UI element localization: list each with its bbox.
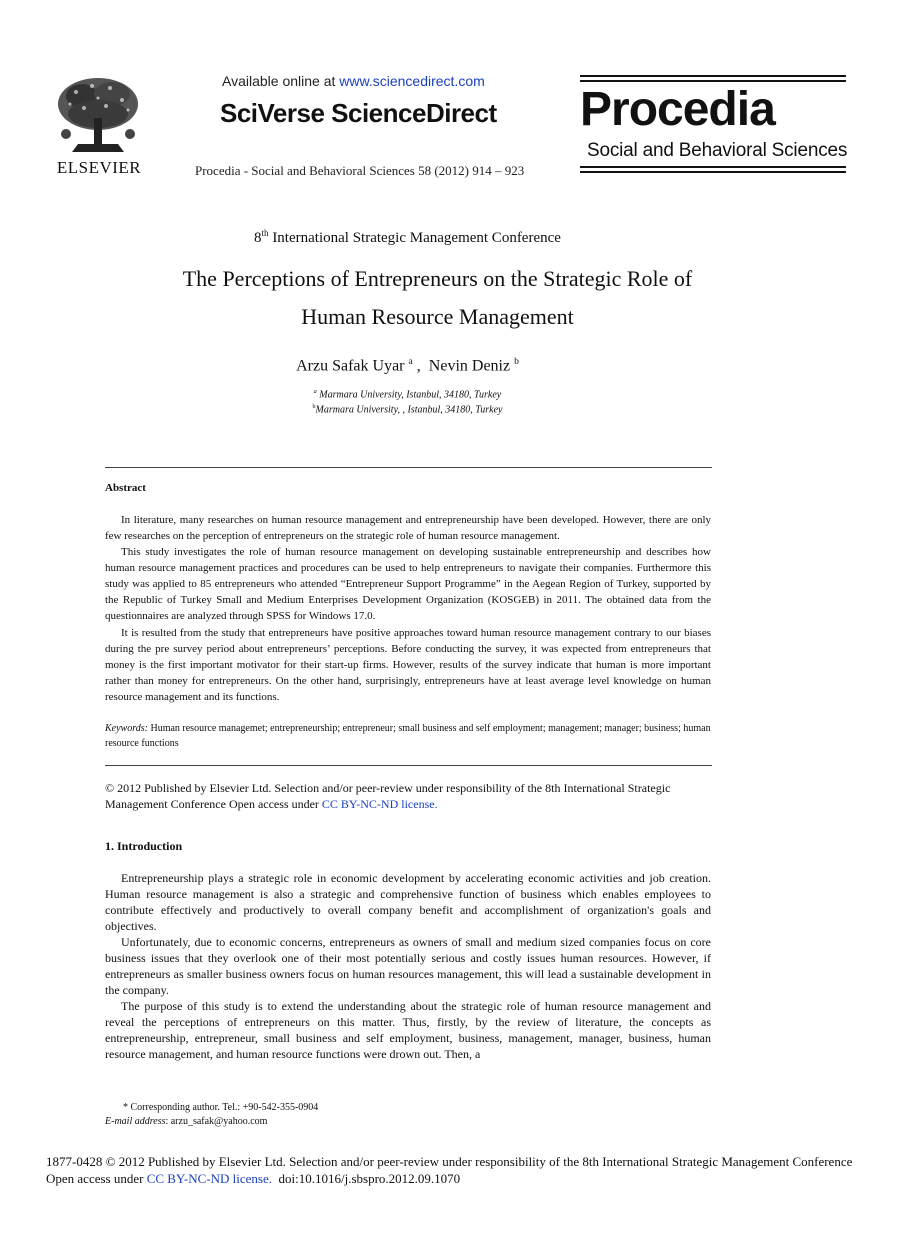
keywords-label: Keywords: [105,723,148,734]
affiliation-a-mark: a [313,389,317,395]
footer-doi: doi:10.1016/j.sbspro.2012.09.1070 [272,1171,461,1186]
procedia-title: Procedia [580,83,775,136]
divider-middle [105,765,712,766]
conference-ordinal: th [261,228,269,238]
platform-logo: SciVerse ScienceDirect [220,98,497,128]
abstract-paragraph-3: It is resulted from the study that entrepreneurs have positive approaches toward human resource management contrary to our biases during the pre survey period about entrepreneurs’ perceptions. Before conducting the survey, it was expected from entrepreneurs that money is the first important motivator for their start-up firms. However, results of the survey indicate that human is more important rather than money for entrepreneurs. On the other hand, surprisingly, entrepreneurs have at least average level knowledge on human resource management and its functions. [105,627,711,703]
procedia-top-rule-2 [580,80,846,82]
divider-top [105,467,712,468]
license-link[interactable]: CC BY-NC-ND license. [321,797,438,811]
footer-copyright: 1877-0428 © 2012 Published by Elsevier Ltd. Selection and/or peer-review under responsibility of the 8th International Strategic Management Conference [46,1154,853,1169]
affiliation-a-text: Marmara University, Istanbul, 34180, Turkey [316,389,502,401]
section-heading-introduction: 1. Introduction [105,839,183,853]
copyright-notice [105,780,720,812]
conference-title: International Strategic Management Conference [268,230,561,246]
intro-paragraph-1: Entrepreneurship plays a strategic role in economic development by accelerating economic activities and job creation. Human resource management is also a strategic and comprehensive function of business which enables employees to contribute effectively and productively to overall company benefit and accomplishment of organization's goals and objectives. [105,871,711,933]
conference-number: 8 [254,230,262,246]
author-2: Nevin Deniz [428,357,511,375]
article-title [100,260,775,336]
footer-open-access: Open access under [46,1171,147,1186]
footer-license-link[interactable]: CC BY-NC-ND license. [146,1171,273,1186]
journal-reference: Procedia - Social and Behavioral Sciences 58 (2012) 914 – 923 [195,163,525,178]
conference-name [0,228,815,247]
abstract-paragraph-2: This study investigates the role of human resource management on developing sustainable entrepreneurship and describes how human resource management practices and procedures can be used to help entrepreneurs to navigate their companies. Furthermore this study was applied to 85 entrepreneurs who attended “Entrepreneur Support Programme” in the Aegean Region of Turkey, supported by the Republic of Turkey Small and Medium Enterprises Development Organization (KOSGEB) in 2011. The obtained data from the questionnaires are analyzed through SPSS for Windows 17.0. [105,546,711,622]
keywords-list: Human resource managemet; entrepreneurship; entrepreneur; small business and self employment; management; manager; business; human resource functions [105,723,711,749]
intro-paragraph-2: Unfortunately, due to economic concerns, entrepreneurs as owners of small and medium sized companies focus on core business issues that they overlook one of their most potentially serious and costly issues human resources. However, if entrepreneurs as smaller business owners focus on human resources management, this will lead a sustainable development in the company. [105,935,711,997]
sciencedirect-link[interactable]: www.sciencedirect.com [339,73,485,89]
title-line-2: Human Resource Management [301,304,574,329]
email-label: E-mail address [105,1116,166,1127]
corresponding-author-note: * Corresponding author. Tel.: +90-542-355-0904 [123,1102,319,1113]
procedia-bottom-rule [580,166,846,168]
author-2-affil-mark: b [514,356,519,367]
footer-license-line [46,1170,876,1187]
abstract-heading: Abstract [105,482,146,494]
keywords [105,721,711,751]
publisher-name: ELSEVIER [56,158,142,177]
procedia-top-rule [580,75,846,77]
procedia-bottom-rule-2 [580,171,846,173]
author-separator: , [412,357,429,375]
affiliation-b-text: Marmara University, , Istanbul, 34180, Turkey [315,404,503,416]
availability-line [222,73,485,89]
abstract-paragraph-1: In literature, many researches on human resource management and entrepreneurship have been developed. However, there are only few researches on the perception of entrepreneurs on the strategic role of human resource management. [105,514,711,542]
availability-prefix: Available online at [222,73,340,89]
author-1-affil-mark: a [408,356,413,367]
affiliation-b [0,404,815,415]
title-line-1: The Perceptions of Entrepreneurs on the Strategic Role of [182,266,693,291]
open-access-text: Open access under [225,797,322,811]
email-address: : arzu_safak@yahoo.com [165,1116,268,1127]
affiliation-b-mark: b [312,404,316,410]
author-list [0,356,815,375]
email-note [105,1115,711,1129]
author-1: Arzu Safak Uyar [296,357,405,375]
affiliation-a [0,389,815,400]
intro-paragraph-3: The purpose of this study is to extend the understanding about the strategic role of human resource management and reveal the perceptions of entrepreneurs on this matter. Thus, firstly, by the review of literature, the concepts as entrepreneurship, entrepreneur, small business and self employment, business, management, manager, business, human resource management, and human resource functions were drown out. Then, a [105,999,711,1061]
copyright-text: © 2012 Published by Elsevier Ltd. Selection and/or peer-review under responsibility of the 8th International Strategic Management Conference [105,781,671,811]
procedia-subtitle: Social and Behavioral Sciences [587,140,848,161]
